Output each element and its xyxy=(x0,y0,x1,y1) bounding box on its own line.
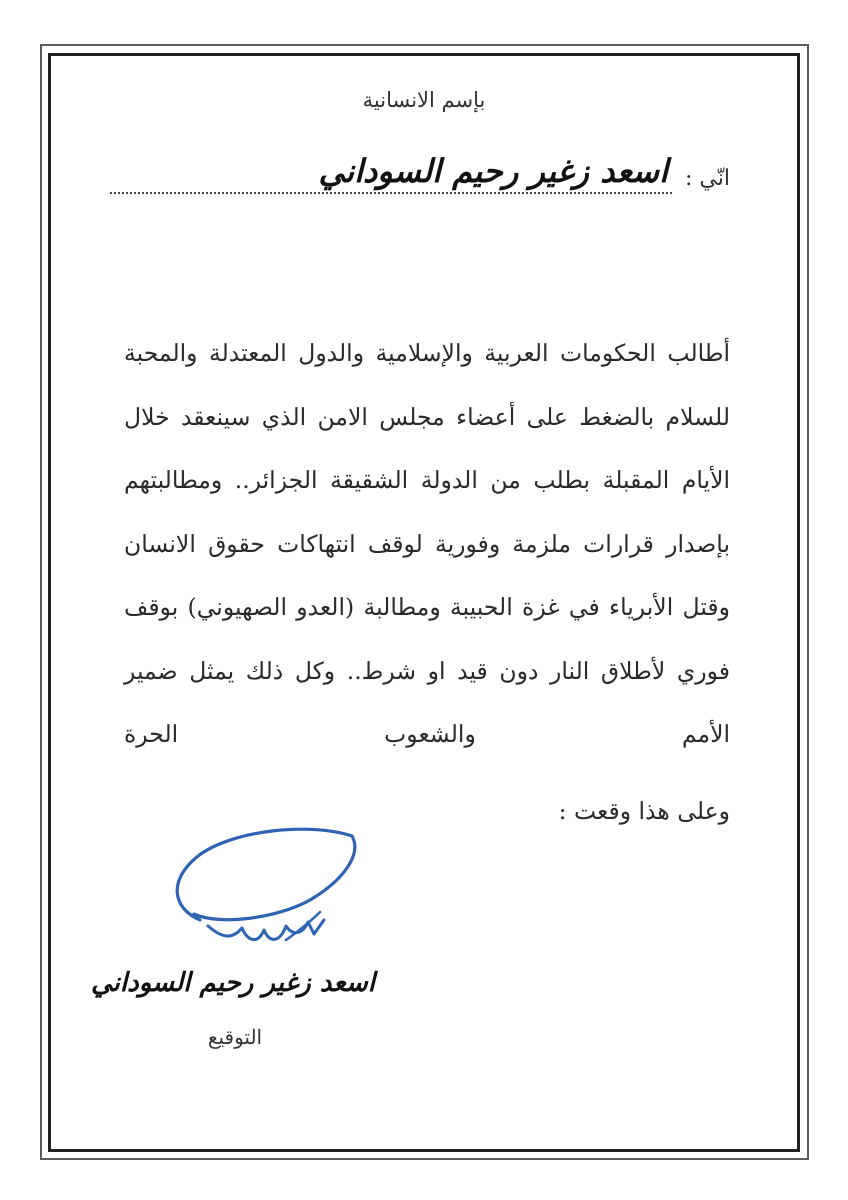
signatory-name-handwritten: اسعد زغير رحيم السوداني xyxy=(91,968,375,998)
document-heading: بإسم الانسانية xyxy=(362,88,486,112)
dotted-fill-line xyxy=(110,192,672,194)
petition-body-text: أطالب الحكومات العربية والإسلامية والدول المعتدلة والمحبة للسلام بالضغط على أعضاء مجلس الامن الذي سينعقد خلال الأيام المقبلة بطلب من الدولة الشقيقة الجزائر.. ومطالبتهم بإصدار قرارات ملزمة وفورية لوقف انتهاكات حقوق الانسان وقتل الأبرياء في غزة الحبيبة ومطالبة (العدو الصهيوني) بوقف فوري لأطلاق النار دون قيد او شرط.. وكل ذلك يمثل ضمير الأمم والشعوب الحرة xyxy=(124,339,730,748)
declarant-name-handwritten: اسعد زغير رحيم السوداني xyxy=(318,152,668,190)
declaration-label: انّي : xyxy=(685,166,730,191)
declaration-line xyxy=(110,152,730,200)
closing-statement: وعلى هذا وقعت : xyxy=(558,797,730,825)
signature-caption: التوقيع xyxy=(207,1025,263,1049)
handwritten-signature-icon xyxy=(160,822,360,962)
